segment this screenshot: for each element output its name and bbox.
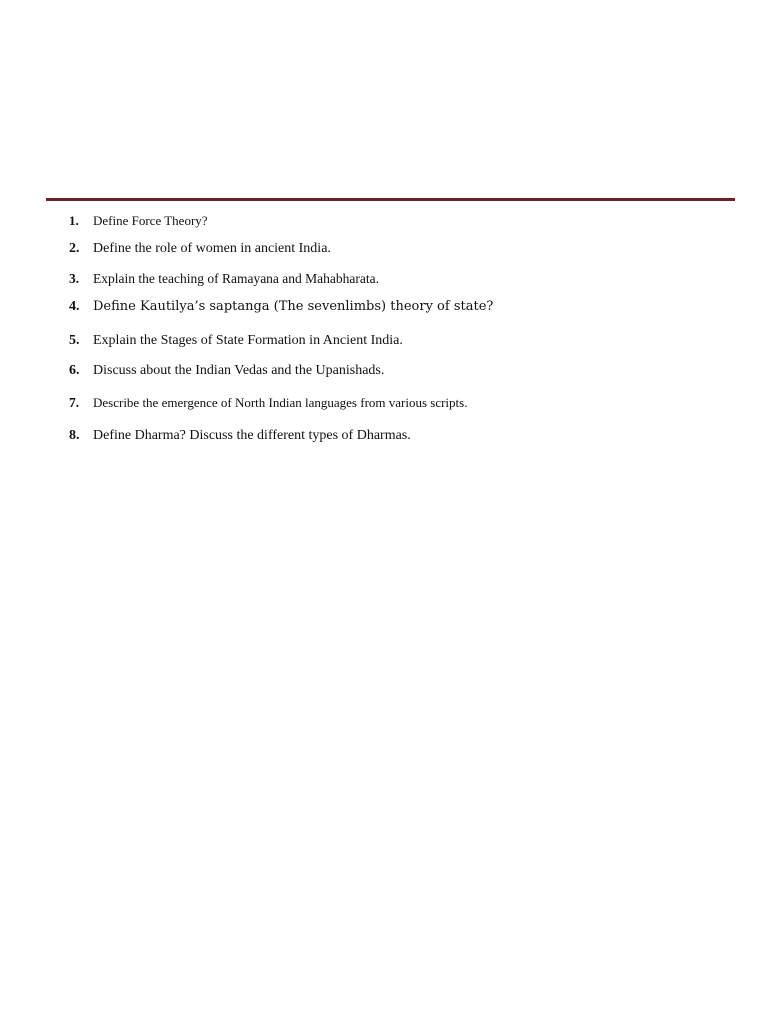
question-number: 2. — [69, 241, 80, 256]
question-item-8 — [69, 428, 411, 444]
question-item-7 — [69, 395, 467, 411]
question-item-4 — [69, 299, 493, 315]
question-item-6 — [69, 363, 384, 379]
question-number: 8. — [69, 428, 80, 443]
question-item-1 — [69, 213, 208, 229]
question-text: Explain the Stages of State Formation in Ancient India. — [93, 333, 403, 348]
question-text: Explain the teaching of Ramayana and Mahabharata. — [93, 271, 380, 286]
question-number: 4. — [69, 299, 80, 314]
question-text: Define Dharma? Discuss the different types of Dharmas. — [93, 428, 411, 443]
question-text: Discuss about the Indian Vedas and the Upanishads. — [93, 363, 385, 378]
question-text: Define the role of women in ancient India. — [93, 241, 331, 256]
question-number: 6. — [69, 363, 80, 378]
question-text: Describe the emergence of North Indian languages from various scripts. — [93, 395, 468, 410]
question-number: 3. — [69, 271, 80, 286]
question-item-5 — [69, 333, 403, 349]
question-item-3 — [69, 271, 379, 287]
question-text: Define Force Theory? — [93, 213, 208, 228]
question-number: 5. — [69, 333, 80, 348]
header-divider — [46, 198, 735, 201]
question-number: 1. — [69, 213, 79, 228]
question-text: Define Kautilya’s saptanga (The sevenlimbs) theory of state? — [93, 299, 494, 314]
question-item-2 — [69, 241, 331, 257]
question-number: 7. — [69, 395, 80, 410]
